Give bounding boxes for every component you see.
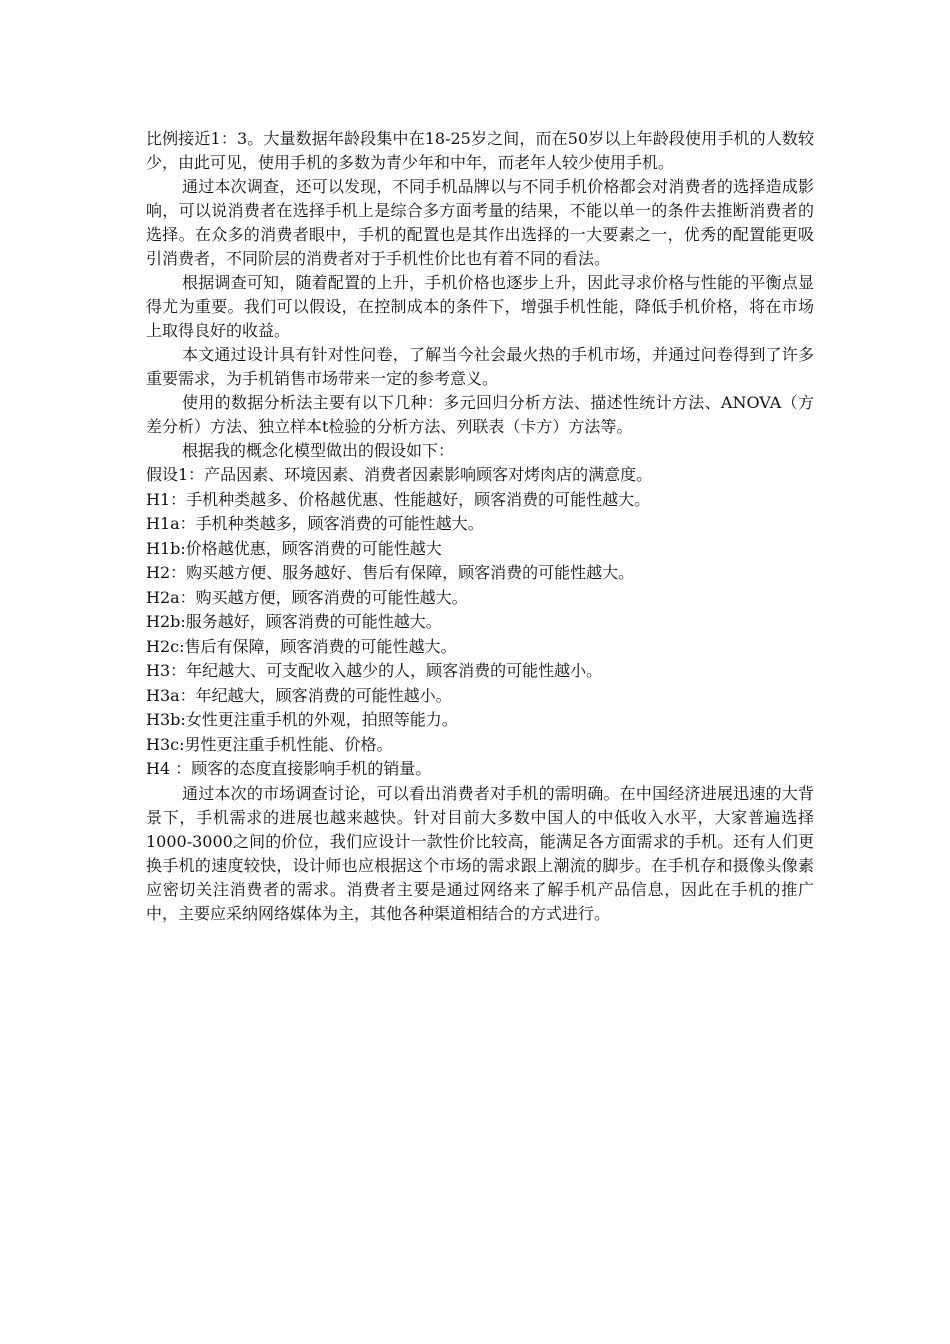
paragraph-survey-findings: 通过本次调查，还可以发现，不同手机品牌以与不同手机价格都会对消费者的选择造成影响，可以说消费者在选择手机上是综合多方面考量的结果，不能以单一的条件去推断消费者的选择。在众多的消费者眼中，手机的配置也是其作出选择的一大要素之一，优秀的配置能更吸引消费者，不同阶层的消费者对于手机性价比也有着不同的看法。 [146,177,814,268]
paragraph-analysis-methods: 使用的数据分析法主要有以下几种：多元回归分析方法、描述性统计方法、ANOVA（方差分析）方法、独立样本t检验的分析方法、列联表（卡方）方法等。 [146,393,814,436]
hypotheses-list [146,463,814,782]
hypothesis-h2a: H2a：购买越方便，顾客消费的可能性越大。 [146,587,468,607]
hypothesis-h1b: H1b:价格越优惠，顾客消费的可能性越大 [146,538,442,558]
hypothesis-h3: H3：年纪越大、可支配收入越少的人，顾客消费的可能性越小。 [146,661,603,680]
hypothesis-h1: H1：手机种类越多、价格越优惠、性能越好，顾客消费的可能性越大。 [146,489,651,509]
hypothesis-h4: H4 ：顾客的态度直接影响手机的销量。 [146,759,432,778]
hypothesis-h2c: H2c:售后有保障，顾客消费的可能性越大。 [146,636,457,656]
hypothesis-h3c: H3c:男性更注重手机性能、价格。 [146,734,393,754]
hypothesis-h3b: H3b:女性更注重手机的外观，拍照等能力。 [146,710,458,729]
hypothesis-h1a: H1a：手机种类越多，顾客消费的可能性越大。 [146,514,484,533]
hypothesis-h2b: H2b:服务越好，顾客消费的可能性越大。 [146,612,442,631]
hypothesis-h2: H2：购买越方便、服务越好、售后有保障，顾客消费的可能性越大。 [146,563,635,582]
paragraph-questionnaire: 本文通过设计具有针对性问卷，了解当今社会最火热的手机市场，并通过问卷得到了许多重要需求，为手机销售市场带来一定的参考意义。 [146,345,814,388]
paragraph-hypotheses-intro: 根据我的概念化模型做出的假设如下： [182,441,455,460]
paragraph-price-performance: 根据调查可知，随着配置的上升，手机价格也逐步上升，因此寻求价格与性能的平衡点显得尤为重要。我们可以假设，在控制成本的条件下，增强手机性能，降低手机价格，将在市场上取得良好的收益。 [146,273,814,340]
document-body [146,127,814,926]
hypothesis-h3a: H3a：年纪越大，顾客消费的可能性越小。 [146,685,452,705]
paragraph-conclusion: 通过本次的市场调查讨论，可以看出消费者对手机的需明确。在中国经济进展迅速的大背景下，手机需求的进展也越来越快。针对目前大多数中国人的中低收入水平，大家普遍选择1000-3000之间的价位，我们应设计一款性价比较高，能满足各方面需求的手机。还有人们更换手机的速度较快，设计师也应根据这个市场的需求跟上潮流的脚步。在手机存和摄像头像素应密切关注消费者的需求。消费者主要是通过网络来了解手机产品信息，因此在手机的推广中，主要应采纳网络媒体为主，其他各种渠道相结合的方式进行。 [146,783,814,923]
hypothesis-main: 假设1：产品因素、环境因素、消费者因素影响顾客对烤肉店的满意度。 [146,465,653,484]
paragraph-age-distribution: 比例接近1：3。大量数据年龄段集中在18-25岁之间，而在50岁以上年龄段使用手机的人数较少，由此可见，使用手机的多数为青少年和中年，而老年人较少使用手机。 [146,129,814,172]
